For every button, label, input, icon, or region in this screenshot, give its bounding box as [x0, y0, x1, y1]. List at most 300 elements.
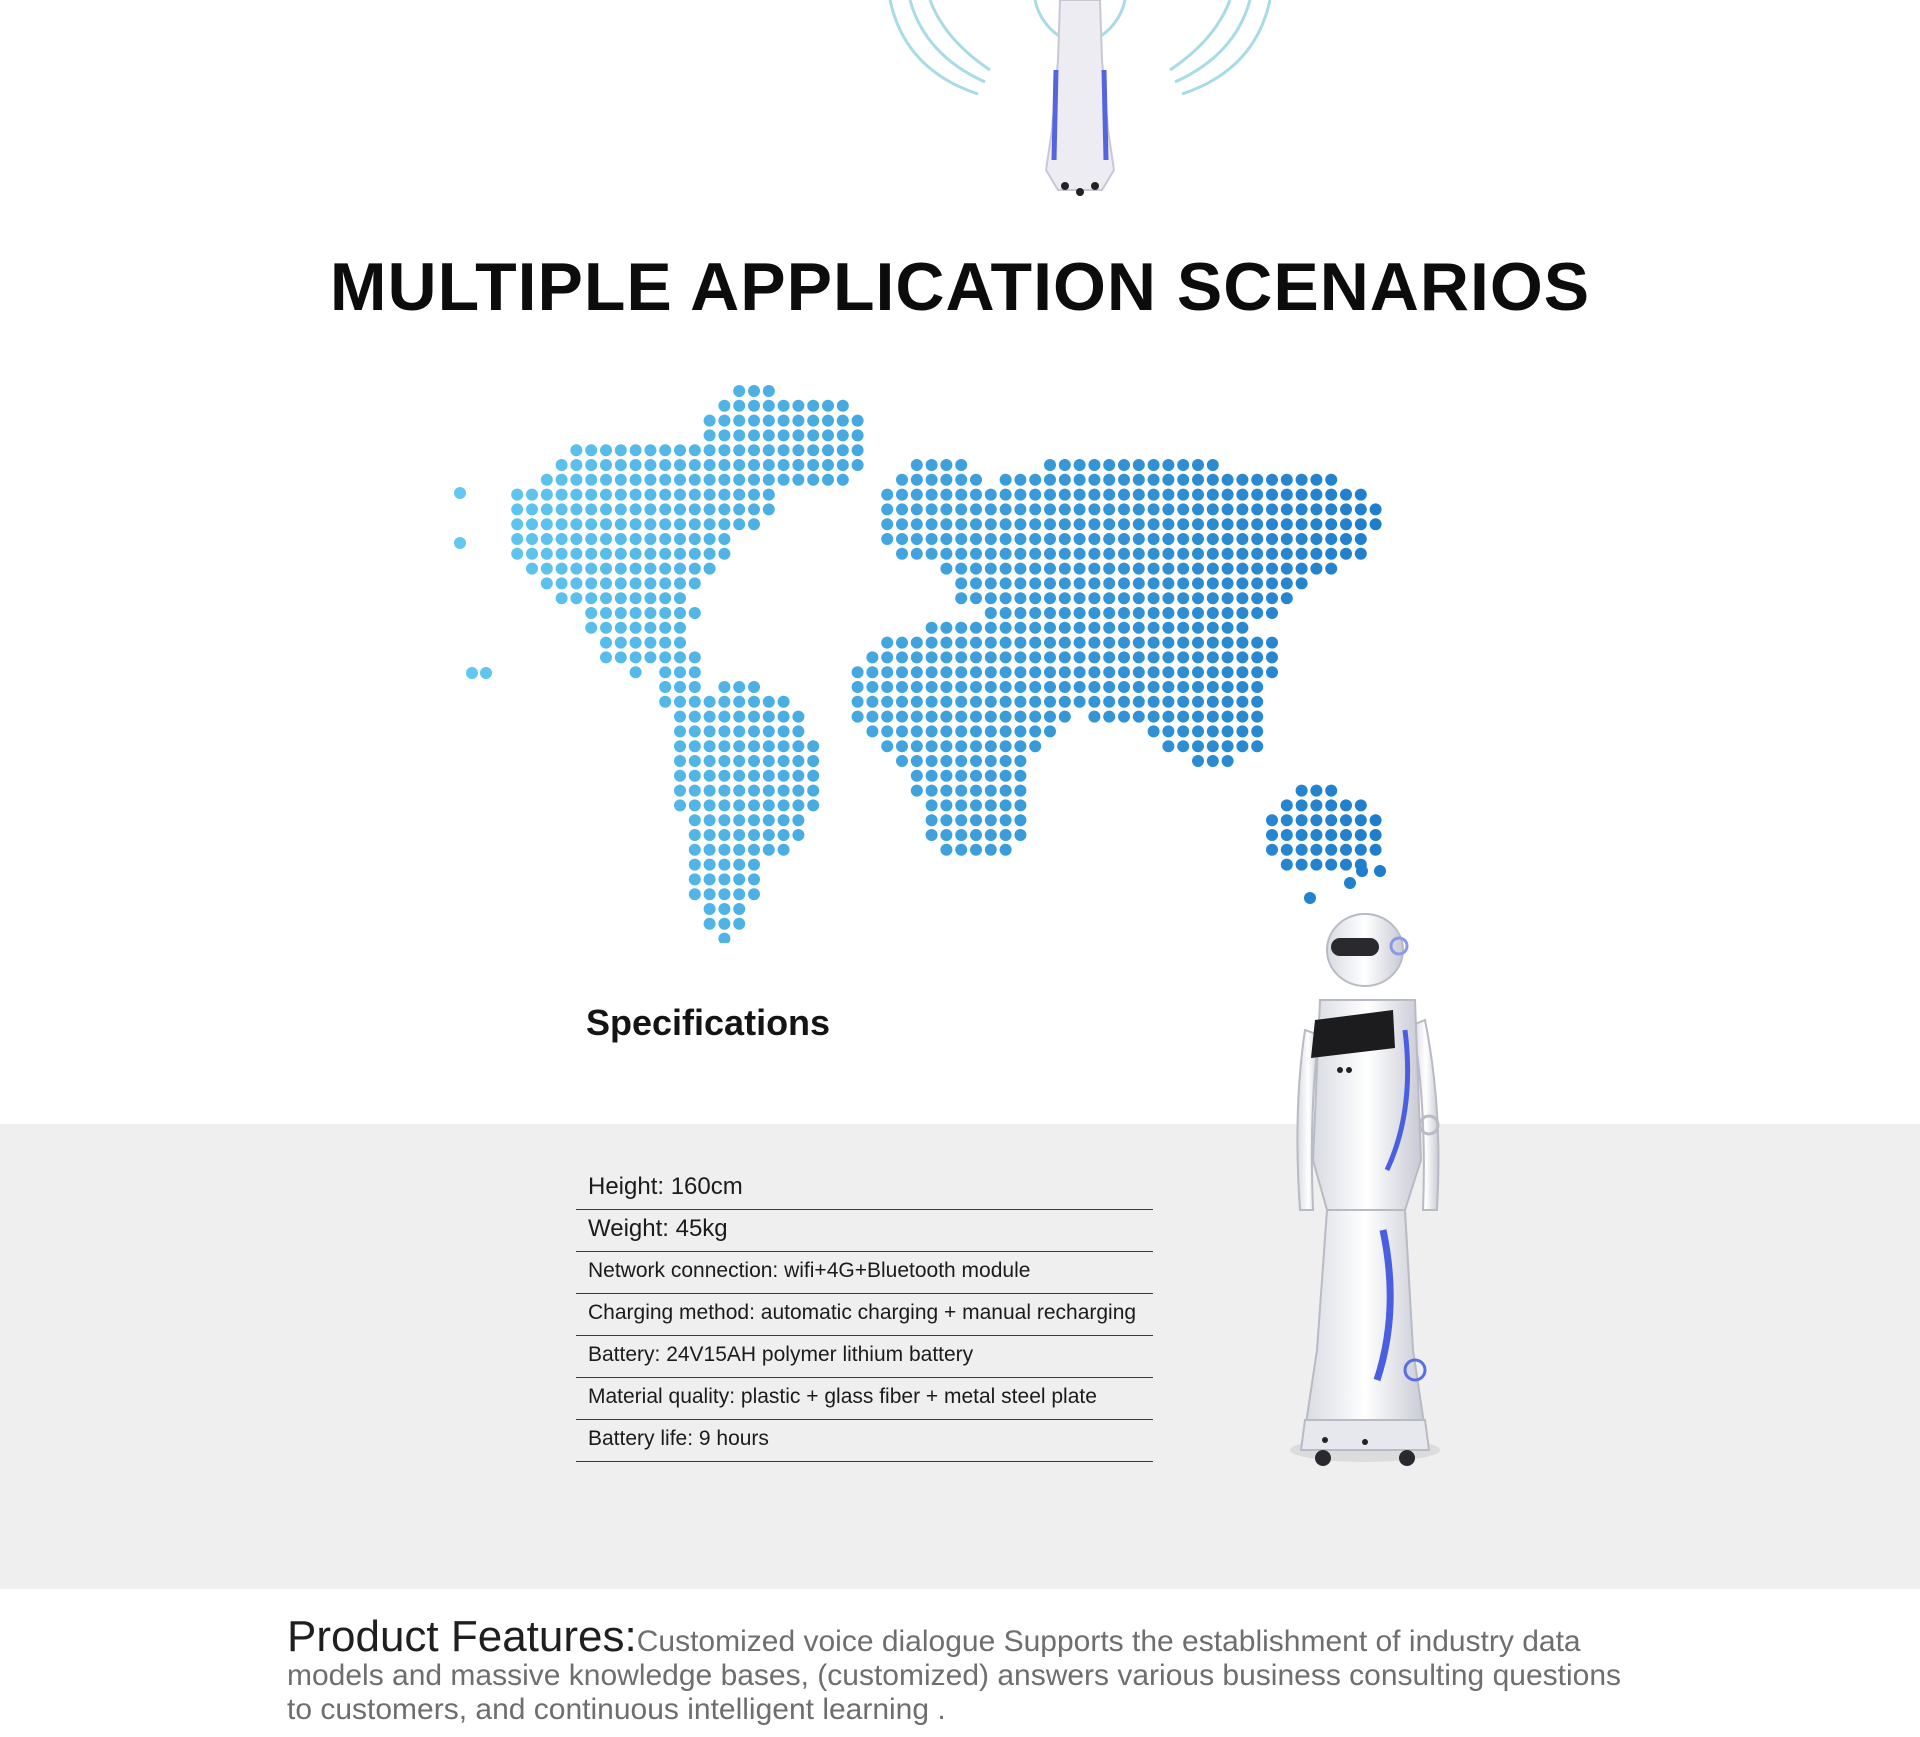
map-dot	[1000, 681, 1012, 693]
map-dot	[1177, 681, 1189, 693]
map-dot	[659, 637, 671, 649]
map-dot	[1044, 489, 1056, 501]
map-dot	[1192, 503, 1204, 515]
map-dot	[940, 785, 952, 797]
map-dot	[630, 577, 642, 589]
map-dot	[1355, 518, 1367, 530]
map-dot	[585, 622, 597, 634]
map-dot	[940, 814, 952, 826]
map-dot	[1014, 785, 1026, 797]
map-dot	[1296, 577, 1308, 589]
map-dot	[1059, 533, 1071, 545]
map-dot	[1162, 548, 1174, 560]
map-dot	[985, 622, 997, 634]
map-dot	[1074, 637, 1086, 649]
map-dot	[556, 548, 568, 560]
map-dot	[763, 429, 775, 441]
map-dot	[1192, 740, 1204, 752]
map-dot	[896, 489, 908, 501]
map-dot	[585, 518, 597, 530]
map-dot	[955, 740, 967, 752]
map-dot	[1103, 563, 1115, 575]
map-dot	[1044, 533, 1056, 545]
map-dot	[1251, 518, 1263, 530]
map-dot	[852, 444, 864, 456]
map-dot	[1088, 607, 1100, 619]
map-dot	[1118, 622, 1130, 634]
map-dot	[792, 711, 804, 723]
map-dot	[1251, 503, 1263, 515]
map-dot	[585, 533, 597, 545]
map-dot	[1029, 592, 1041, 604]
map-dot	[1222, 711, 1234, 723]
map-dot	[1207, 607, 1219, 619]
map-dot	[778, 755, 790, 767]
map-dot	[1044, 637, 1056, 649]
map-dot	[615, 548, 627, 560]
map-dot	[704, 918, 716, 930]
map-dot	[763, 725, 775, 737]
map-dot	[1044, 548, 1056, 560]
map-dot	[1177, 489, 1189, 501]
map-dot	[556, 503, 568, 515]
map-dot	[778, 785, 790, 797]
map-dot	[1044, 592, 1056, 604]
map-dot	[1088, 548, 1100, 560]
map-dot	[985, 563, 997, 575]
map-dot	[881, 503, 893, 515]
map-dot	[837, 400, 849, 412]
map-dot	[1088, 577, 1100, 589]
map-dot	[659, 459, 671, 471]
map-dot	[1207, 592, 1219, 604]
map-dot	[985, 548, 997, 560]
map-dot	[570, 474, 582, 486]
map-dot	[674, 459, 686, 471]
map-dot	[1088, 651, 1100, 663]
map-dot	[1000, 563, 1012, 575]
map-dot	[733, 903, 745, 915]
map-dot	[1370, 829, 1382, 841]
map-dot	[718, 474, 730, 486]
map-dot	[733, 489, 745, 501]
map-dot	[600, 577, 612, 589]
map-dot	[718, 711, 730, 723]
map-dot	[570, 592, 582, 604]
map-dot	[1236, 533, 1248, 545]
map-dot	[674, 799, 686, 811]
map-dot	[852, 459, 864, 471]
map-dot	[748, 503, 760, 515]
map-dot	[1014, 577, 1026, 589]
map-dot	[1029, 681, 1041, 693]
map-dot	[718, 444, 730, 456]
map-dot	[1014, 518, 1026, 530]
map-dot	[1014, 622, 1026, 634]
map-dot	[1281, 489, 1293, 501]
map-dot	[1088, 681, 1100, 693]
map-dot	[911, 755, 923, 767]
map-dot	[570, 503, 582, 515]
map-dot	[837, 429, 849, 441]
map-dot	[689, 489, 701, 501]
map-dot	[940, 533, 952, 545]
map-dot	[1029, 474, 1041, 486]
map-dot	[1266, 533, 1278, 545]
map-dot	[630, 548, 642, 560]
map-dot	[1266, 548, 1278, 560]
specifications-list	[576, 1168, 1153, 1462]
map-dot	[1029, 651, 1041, 663]
map-dot	[674, 474, 686, 486]
robot-signal-image	[870, 0, 1290, 210]
map-dot	[807, 400, 819, 412]
map-dot	[748, 518, 760, 530]
map-dot	[733, 740, 745, 752]
map-dot	[1000, 799, 1012, 811]
map-dot	[600, 533, 612, 545]
map-dot	[763, 474, 775, 486]
map-dot	[1118, 592, 1130, 604]
map-dot	[674, 725, 686, 737]
map-dot	[1266, 503, 1278, 515]
map-dot	[852, 429, 864, 441]
map-dot	[674, 755, 686, 767]
map-dot	[1029, 548, 1041, 560]
map-dot	[896, 533, 908, 545]
map-dot	[1133, 548, 1145, 560]
map-dot	[748, 799, 760, 811]
map-dot	[911, 696, 923, 708]
map-dot	[1088, 696, 1100, 708]
map-dot	[763, 799, 775, 811]
map-dot	[1296, 518, 1308, 530]
map-dot	[1251, 637, 1263, 649]
map-dot	[704, 518, 716, 530]
map-dot	[896, 740, 908, 752]
map-dot	[1177, 666, 1189, 678]
map-dot	[1059, 548, 1071, 560]
map-dot	[1133, 681, 1145, 693]
map-dot	[1355, 814, 1367, 826]
map-dot	[659, 444, 671, 456]
map-dot	[1000, 814, 1012, 826]
map-dot	[733, 799, 745, 811]
map-dot	[541, 489, 553, 501]
map-dot	[1103, 622, 1115, 634]
map-dot	[704, 799, 716, 811]
map-dot	[1281, 814, 1293, 826]
map-dot	[1222, 489, 1234, 501]
map-dot	[763, 711, 775, 723]
map-dot	[689, 725, 701, 737]
map-dot	[1133, 651, 1145, 663]
map-dot	[970, 814, 982, 826]
map-dot	[1148, 489, 1160, 501]
map-dot	[630, 637, 642, 649]
map-dot	[1340, 518, 1352, 530]
map-dot	[748, 696, 760, 708]
map-dot	[1074, 681, 1086, 693]
map-dot	[718, 755, 730, 767]
map-dot	[1325, 799, 1337, 811]
map-dot	[1370, 503, 1382, 515]
map-dot	[970, 696, 982, 708]
map-dot	[837, 459, 849, 471]
map-dot	[1088, 592, 1100, 604]
map-dot	[926, 489, 938, 501]
map-dot	[1162, 518, 1174, 530]
map-dot	[1266, 474, 1278, 486]
map-dot	[511, 548, 523, 560]
map-dot	[1014, 548, 1026, 560]
map-dot	[733, 814, 745, 826]
map-dot	[1162, 474, 1174, 486]
map-dot	[1162, 489, 1174, 501]
map-dot	[1370, 814, 1382, 826]
map-dot	[1162, 651, 1174, 663]
map-dot	[556, 563, 568, 575]
map-dot	[1044, 607, 1056, 619]
map-dot	[1325, 474, 1337, 486]
map-dot	[615, 622, 627, 634]
map-dot	[1074, 489, 1086, 501]
map-dot	[526, 518, 538, 530]
map-dot	[1296, 503, 1308, 515]
map-dot	[1192, 533, 1204, 545]
map-dot	[748, 489, 760, 501]
map-dot	[1222, 577, 1234, 589]
map-dot	[792, 785, 804, 797]
map-dot	[940, 474, 952, 486]
map-dot	[644, 533, 656, 545]
map-dot	[822, 415, 834, 427]
map-dot	[1192, 681, 1204, 693]
map-dot	[718, 503, 730, 515]
map-dot	[733, 385, 745, 397]
map-dot	[704, 415, 716, 427]
map-dot	[644, 548, 656, 560]
map-dot	[970, 592, 982, 604]
map-dot	[985, 518, 997, 530]
map-dot	[659, 503, 671, 515]
map-dot	[1148, 533, 1160, 545]
map-dot	[1088, 622, 1100, 634]
map-dot	[1296, 829, 1308, 841]
map-dot	[1133, 518, 1145, 530]
map-dot	[748, 814, 760, 826]
map-dot	[1310, 489, 1322, 501]
map-dot	[970, 474, 982, 486]
map-dot	[644, 607, 656, 619]
map-dot	[526, 503, 538, 515]
map-dot	[1074, 607, 1086, 619]
map-dot	[511, 518, 523, 530]
map-dot	[1103, 696, 1115, 708]
map-dot	[541, 503, 553, 515]
map-dot	[1133, 637, 1145, 649]
map-dot	[881, 725, 893, 737]
map-dot	[1133, 696, 1145, 708]
map-dot	[556, 459, 568, 471]
map-dot	[926, 651, 938, 663]
map-dot	[940, 666, 952, 678]
map-dot	[792, 415, 804, 427]
map-dot	[1162, 725, 1174, 737]
map-dot	[852, 711, 864, 723]
map-dot	[940, 503, 952, 515]
map-dot	[1192, 577, 1204, 589]
map-dot	[1310, 859, 1322, 871]
map-dot	[1103, 503, 1115, 515]
map-dot	[1044, 725, 1056, 737]
map-dot	[748, 844, 760, 856]
map-dot	[1014, 814, 1026, 826]
map-dot	[926, 725, 938, 737]
map-dot	[926, 518, 938, 530]
map-dot	[852, 666, 864, 678]
map-dot	[1296, 533, 1308, 545]
map-dot	[1000, 518, 1012, 530]
map-dot	[926, 666, 938, 678]
map-dot	[1266, 829, 1278, 841]
map-dot	[807, 740, 819, 752]
map-dot	[674, 533, 686, 545]
map-dot	[955, 459, 967, 471]
map-dot	[1044, 474, 1056, 486]
map-dot	[1074, 474, 1086, 486]
map-dot	[1014, 725, 1026, 737]
map-dot	[1222, 725, 1234, 737]
map-dot	[1148, 459, 1160, 471]
map-dot	[600, 563, 612, 575]
map-dot	[718, 873, 730, 885]
map-dot	[1236, 740, 1248, 752]
map-dot	[674, 696, 686, 708]
map-dot	[659, 489, 671, 501]
map-dot	[1162, 592, 1174, 604]
map-dot	[1148, 503, 1160, 515]
map-dot	[1340, 503, 1352, 515]
map-dot	[733, 711, 745, 723]
map-dot	[1014, 637, 1026, 649]
map-dot	[748, 681, 760, 693]
map-dot	[1177, 622, 1189, 634]
map-dot	[940, 563, 952, 575]
map-dot	[1177, 696, 1189, 708]
map-dot	[792, 474, 804, 486]
map-dot	[659, 651, 671, 663]
map-dot	[1325, 785, 1337, 797]
map-dot	[704, 548, 716, 560]
map-dot	[926, 711, 938, 723]
map-dot	[911, 548, 923, 560]
map-dot	[674, 548, 686, 560]
map-dot	[1118, 577, 1130, 589]
map-dot	[1059, 651, 1071, 663]
map-dot	[733, 429, 745, 441]
map-dot	[733, 844, 745, 856]
map-dot	[718, 770, 730, 782]
map-dot	[1103, 474, 1115, 486]
map-dot	[985, 844, 997, 856]
map-dot	[1207, 666, 1219, 678]
map-dot	[1133, 622, 1145, 634]
map-dot	[866, 696, 878, 708]
map-dot	[689, 459, 701, 471]
map-dot	[1207, 518, 1219, 530]
map-dot	[1000, 725, 1012, 737]
map-dot	[778, 429, 790, 441]
map-dot	[689, 607, 701, 619]
map-dot	[1281, 548, 1293, 560]
map-dot	[1044, 459, 1056, 471]
map-dot	[1251, 548, 1263, 560]
map-dot	[792, 770, 804, 782]
map-dot	[852, 415, 864, 427]
map-dot	[1207, 755, 1219, 767]
map-dot	[1014, 651, 1026, 663]
map-dot	[1103, 518, 1115, 530]
map-dot	[911, 681, 923, 693]
map-dot	[837, 474, 849, 486]
map-dot	[1162, 637, 1174, 649]
map-dot	[1074, 548, 1086, 560]
map-dot	[600, 651, 612, 663]
map-dot	[615, 518, 627, 530]
map-dot	[1192, 666, 1204, 678]
map-dot	[1162, 681, 1174, 693]
map-dot	[1251, 696, 1263, 708]
map-dot	[1207, 711, 1219, 723]
map-dot	[644, 459, 656, 471]
map-dot	[763, 755, 775, 767]
map-dot	[1059, 681, 1071, 693]
map-dot	[718, 859, 730, 871]
map-dot	[955, 637, 967, 649]
map-dot	[1177, 592, 1189, 604]
map-dot	[1000, 651, 1012, 663]
map-dot	[1133, 607, 1145, 619]
map-dot	[1310, 799, 1322, 811]
map-dot	[600, 489, 612, 501]
map-dot	[985, 666, 997, 678]
map-dot	[763, 770, 775, 782]
map-dot	[718, 696, 730, 708]
map-dot	[881, 681, 893, 693]
map-dot	[1222, 651, 1234, 663]
map-dot	[926, 548, 938, 560]
map-dot	[1207, 637, 1219, 649]
map-dot	[940, 651, 952, 663]
map-dot	[807, 459, 819, 471]
map-dot	[881, 711, 893, 723]
map-dot	[1310, 474, 1322, 486]
map-dot	[940, 459, 952, 471]
map-dot	[1310, 548, 1322, 560]
map-dot	[1148, 577, 1160, 589]
map-dot	[955, 651, 967, 663]
map-dot	[585, 548, 597, 560]
map-dot	[704, 725, 716, 737]
map-dot	[1325, 518, 1337, 530]
map-dot	[807, 785, 819, 797]
map-dot	[1088, 563, 1100, 575]
map-dot	[615, 459, 627, 471]
map-dot	[615, 607, 627, 619]
map-dot	[659, 577, 671, 589]
map-dot	[659, 696, 671, 708]
